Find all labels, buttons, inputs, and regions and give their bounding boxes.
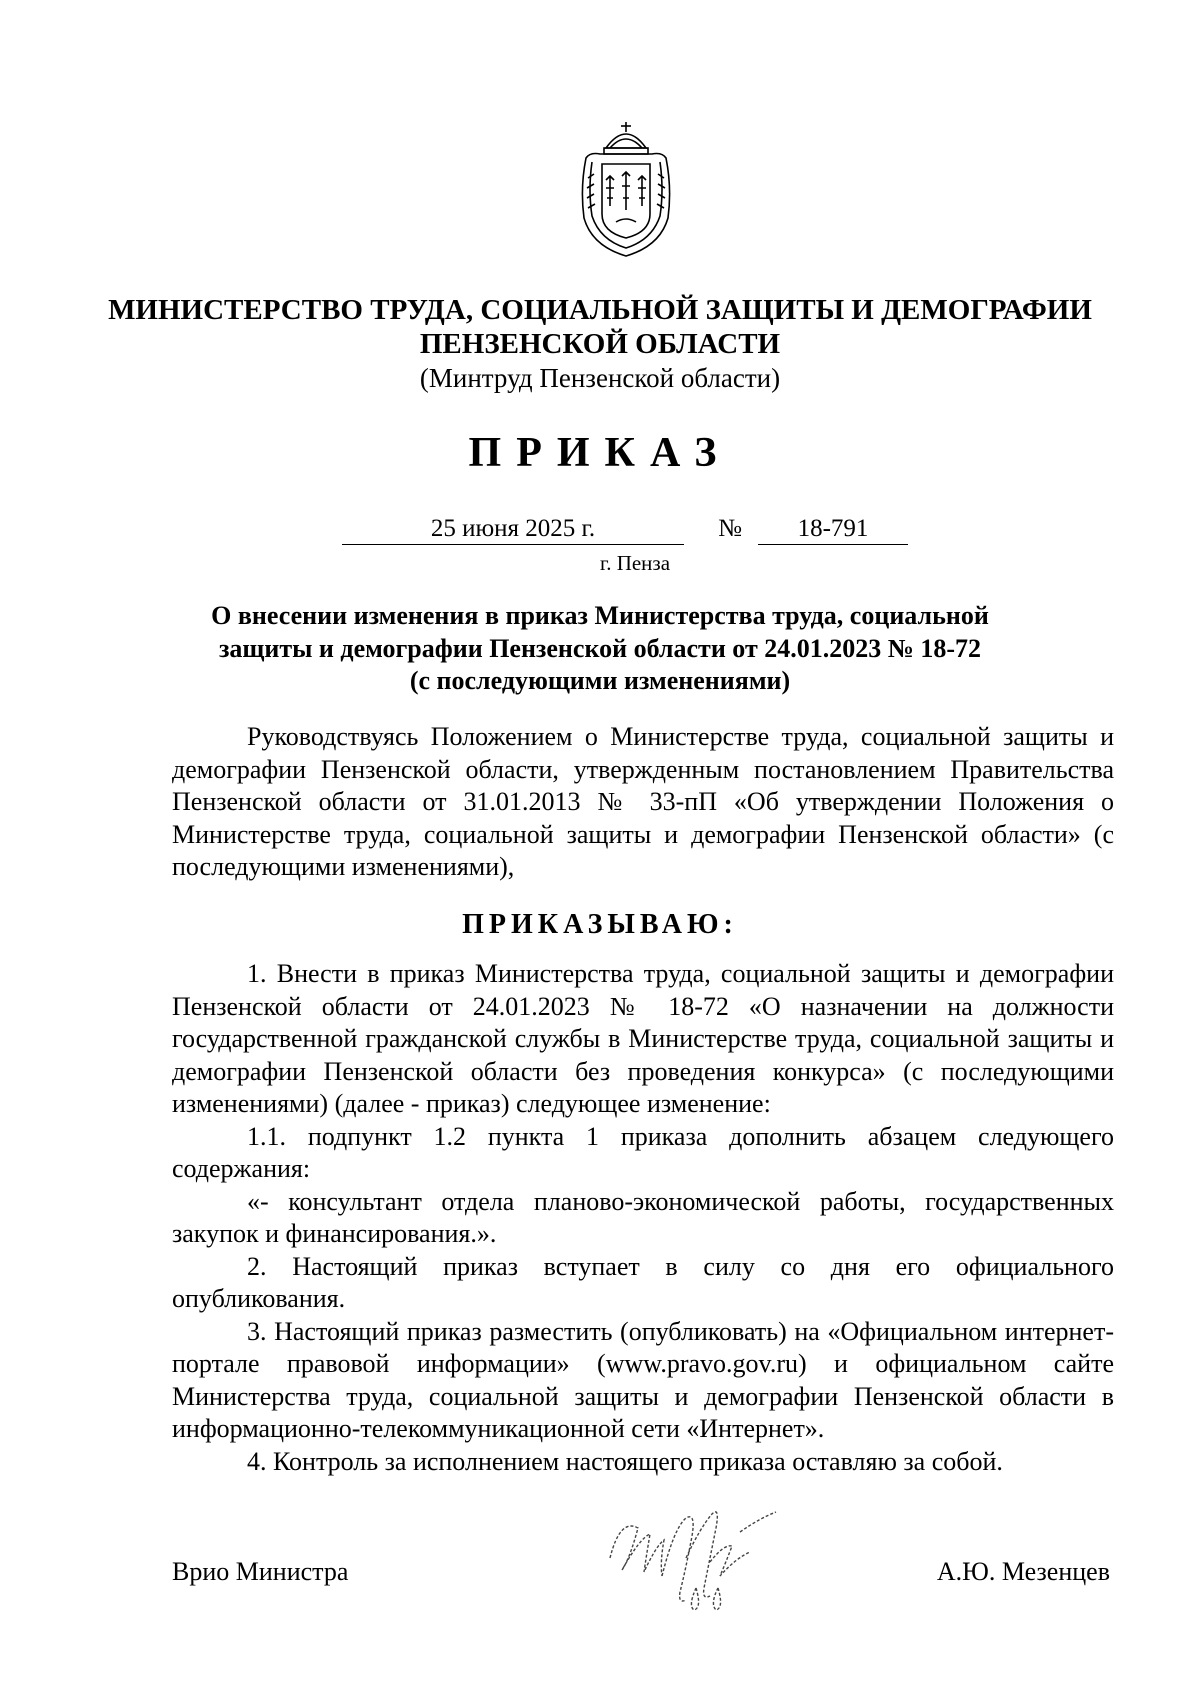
coat-of-arms-icon [572, 118, 680, 258]
ministry-name-line2: ПЕНЗЕНСКОЙ ОБЛАСТИ [419, 328, 781, 360]
ministry-short-name: (Минтруд Пензенской области) [419, 363, 781, 393]
order-city: г. Пенза [599, 551, 671, 575]
number-sign: № [718, 515, 742, 542]
ministry-name-line1: МИНИСТЕРСТВО ТРУДА, СОЦИАЛЬНОЙ ЗАЩИТЫ И ДЕМОГРАФИИ [108, 294, 1092, 326]
handwritten-signature-icon [600, 1488, 790, 1613]
ministry-name [100, 293, 1100, 361]
order-date: 25 июня 2025 г. [342, 514, 684, 545]
order-item: 4. Контроль за исполнением настоящего приказа оставляю за собой. [247, 1446, 1003, 1476]
subject-line2: защиты и демографии Пензенской области от 24.01.2023 № 18-72 [218, 633, 982, 663]
order-subject [150, 600, 1050, 698]
order-item: 2. Настоящий приказ вступает в силу со дня его официального опубликования. [172, 1251, 1114, 1313]
signatory-name: А.Ю. Мезенцев [936, 1557, 1110, 1586]
order-item: 3. Настоящий приказ разместить (опубликовать) на «Официальном интернет-портале правовой информации» (www.pravo.gov.ru) и официальном сайте Министерства труда, социальной защиты и демографии Пензенской области в информационно-телекоммуникационной сети «Интернет». [172, 1316, 1114, 1443]
preamble-text: Руководствуясь Положением о Министерстве труда, социальной защиты и демографии Пензенской области, утвержденным постановлением Правительства Пензенской области от 31.01.2013 № 33-пП «Об утверждении Положения о Министерстве труда, социальной защиты и демографии Пензенской области» (с последующими изменениями), [172, 722, 1114, 881]
order-heading: ПРИКАЗЫВАЮ: [462, 909, 738, 940]
order-number: 18-791 [758, 514, 908, 545]
subject-line3: (с последующими изменениями) [409, 666, 791, 695]
order-item: 1. Внести в приказ Министерства труда, социальной защиты и демографии Пензенской области от 24.01.2023 № 18-72 «О назначении на должности государственной гражданской службы в Министерстве труда, социальной защиты и демографии Пензенской области без проведения конкурса» (с последующими изменениями) (далее - приказ) следующее изменение: [172, 959, 1114, 1118]
order-item: 1.1. подпункт 1.2 пункта 1 приказа дополнить абзацем следующего содержания: [172, 1121, 1114, 1183]
order-item: «- консультант отдела планово-экономической работы, государственных закупок и финансирования.». [172, 1186, 1114, 1248]
signatory-position: Врио Министра [172, 1557, 349, 1586]
subject-line1: О внесении изменения в приказ Министерства труда, социальной [211, 601, 989, 630]
preamble [172, 721, 1114, 884]
document-type-title: ПРИКАЗ [468, 430, 732, 476]
order-items [172, 958, 1114, 1478]
